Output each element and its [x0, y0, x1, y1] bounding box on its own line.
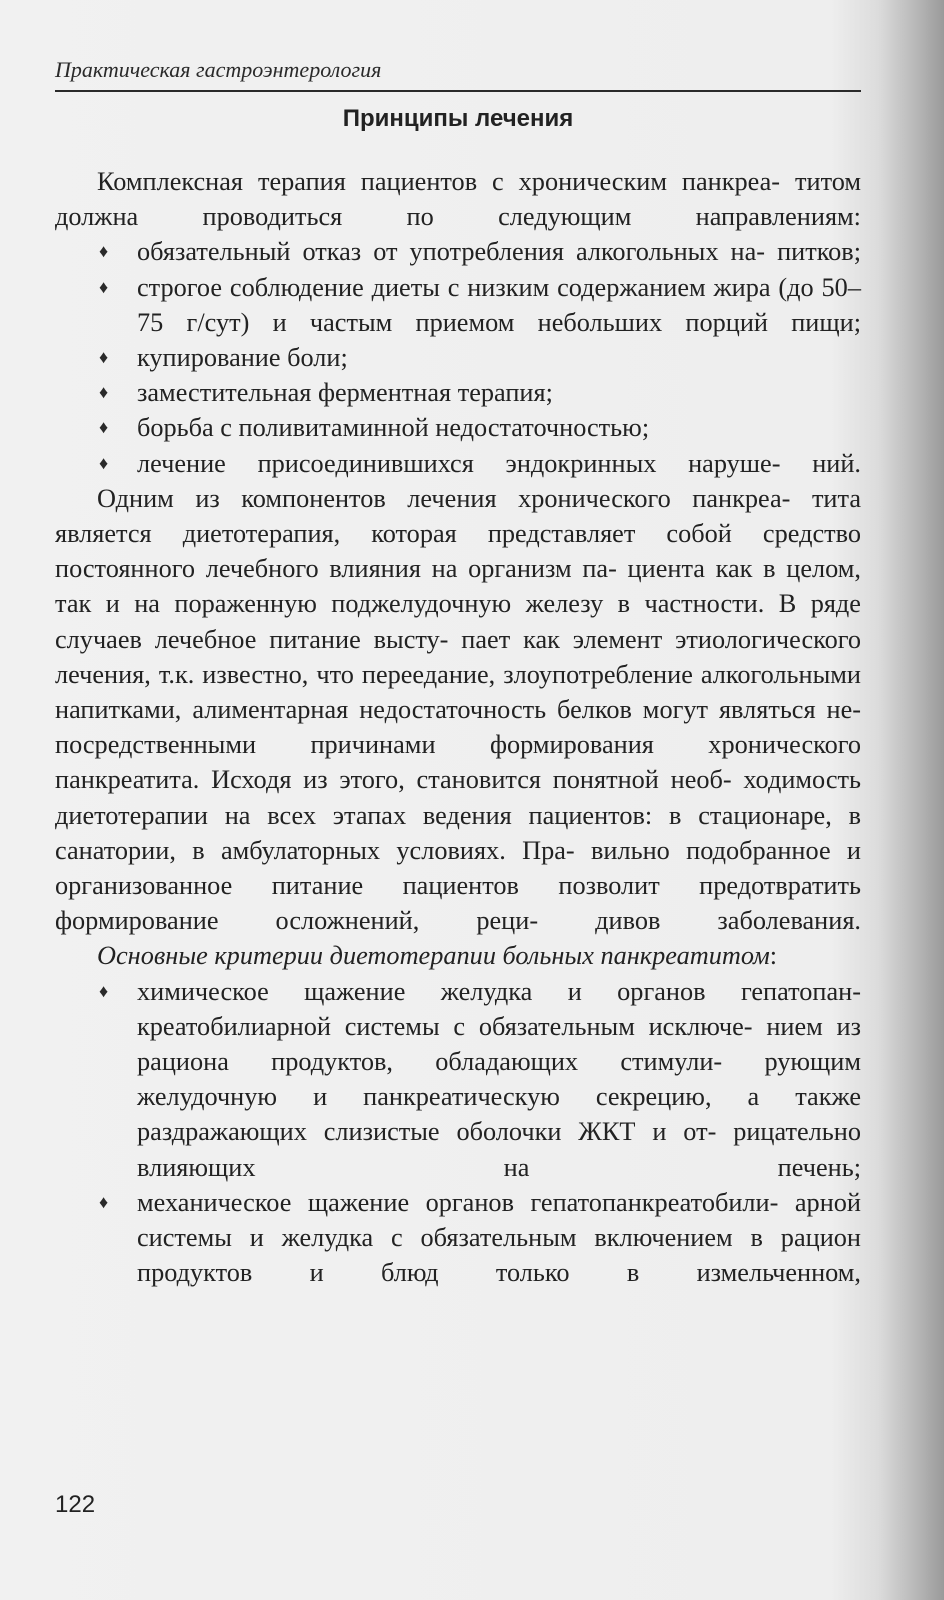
list-item-line: борьба с поливитаминной недостаточностью; — [137, 413, 650, 443]
list-item-line: нием из рациона продуктов, обладающих стимули- — [137, 1011, 861, 1077]
list-item — [55, 1185, 861, 1291]
intro-line: титом должна проводиться по следующим направлениям: — [55, 167, 861, 232]
list-item-line: купирование боли; — [137, 343, 348, 373]
list-item — [55, 234, 861, 269]
paragraph-line: дивов заболевания. — [595, 906, 861, 936]
paragraph-line: позволит предотвратить формирование осложнений, реци- — [55, 871, 861, 936]
running-title: Практическая гастроэнтерология — [55, 57, 382, 82]
paragraph-line: в стационаре, в санатории, в амбулаторных условиях. Пра- — [55, 800, 862, 865]
list-item-line: креатобилиарной системы с обязательным исключе- — [137, 1011, 753, 1041]
list-item-line: в рацион продуктов и блюд только в измельченном, — [137, 1223, 861, 1288]
paragraph-line: алиментарная недостаточность белков могут являться не- — [192, 695, 862, 725]
list-item-line: порций пищи; — [685, 307, 862, 337]
paragraph-line: ходимость диетотерапии на всех этапах ведения пациентов: — [55, 765, 861, 830]
list-item — [55, 974, 861, 1185]
list-item — [55, 340, 861, 375]
diamond-bullet-icon: ♦ — [99, 417, 109, 438]
paragraph-line: средство постоянного лечебного влияния на организм па- — [55, 519, 861, 584]
list-item — [55, 270, 861, 340]
list-item — [55, 375, 861, 410]
list-item-line: лечение присоединившихся эндокринных наруше- — [137, 448, 781, 478]
diamond-bullet-icon: ♦ — [99, 980, 109, 1001]
paragraph-line: циента как в целом, так и на пораженную поджелудочную — [55, 554, 861, 619]
list-item-line: а также раздражающих слизистые оболочки ЖКТ и от- — [137, 1082, 861, 1147]
section-title: Принципы лечения — [342, 105, 574, 132]
list-item-line: ний. — [812, 448, 861, 478]
diamond-bullet-icon: ♦ — [99, 241, 109, 262]
paragraph-line: пает как элемент этиологического лечения, т.к. известно, — [55, 624, 861, 689]
page-body — [55, 164, 861, 1291]
list-item-line: рующим желудочную и панкреатическую секрецию, — [137, 1047, 861, 1112]
list-item — [55, 446, 861, 481]
paragraph-line: Одним из компонентов лечения хронического панкреа- — [97, 483, 791, 513]
paragraph-line: посредственными причинами формирования хронического — [55, 730, 861, 760]
criteria-lead-italic: Основные критерии диетотерапии больных панкреатитом — [97, 941, 770, 971]
paragraph-line: панкреатита. Исходя из этого, становится понятной необ- — [55, 765, 732, 795]
page-number: 122 — [55, 1491, 96, 1518]
list-item-line: механическое щажение органов гепатопанкреатобили- — [137, 1187, 779, 1217]
treatment-directions-list — [55, 234, 861, 480]
paragraph-line: вильно подобранное и организованное питание пациентов — [55, 835, 862, 901]
criteria-lead-colon: : — [769, 941, 778, 971]
paragraph-line: что переедание, злоупотребление алкогольными напитками, — [55, 659, 861, 725]
criteria-lead — [55, 938, 861, 973]
diet-therapy-paragraph — [55, 481, 861, 939]
list-item-line: обязательный отказ от употребления алкогольных на- — [137, 237, 766, 267]
running-header — [55, 56, 861, 92]
diamond-bullet-icon: ♦ — [99, 382, 109, 403]
list-item-line: питков; — [777, 237, 862, 267]
list-item-line: арной системы и желудка с обязательным включением — [137, 1187, 862, 1253]
diamond-bullet-icon: ♦ — [99, 276, 109, 297]
diamond-bullet-icon: ♦ — [99, 452, 109, 473]
list-item-line: строгое соблюдение диеты с низким содержанием — [137, 272, 706, 302]
paragraph-line: железу в частности. В ряде случаев лечебное питание высту- — [55, 589, 861, 654]
intro-line: Комплексная терапия пациентов с хроническим панкреа- — [97, 167, 781, 196]
paragraph-line: тита является диетотерапия, которая представляет собой — [55, 483, 861, 549]
list-item-line: жира (до 50–75 г/сут) и частым приемом небольших — [137, 272, 861, 337]
list-item — [55, 410, 861, 445]
list-item-line: рицательно влияющих на печень; — [137, 1117, 861, 1182]
diamond-bullet-icon: ♦ — [99, 1191, 109, 1212]
list-item-line: заместительная ферментная терапия; — [137, 378, 553, 408]
diet-criteria-list — [55, 974, 861, 1291]
intro-paragraph — [55, 164, 861, 234]
diamond-bullet-icon: ♦ — [99, 347, 109, 368]
list-item-line: химическое щажение желудка и органов гепатопан- — [137, 976, 861, 1006]
